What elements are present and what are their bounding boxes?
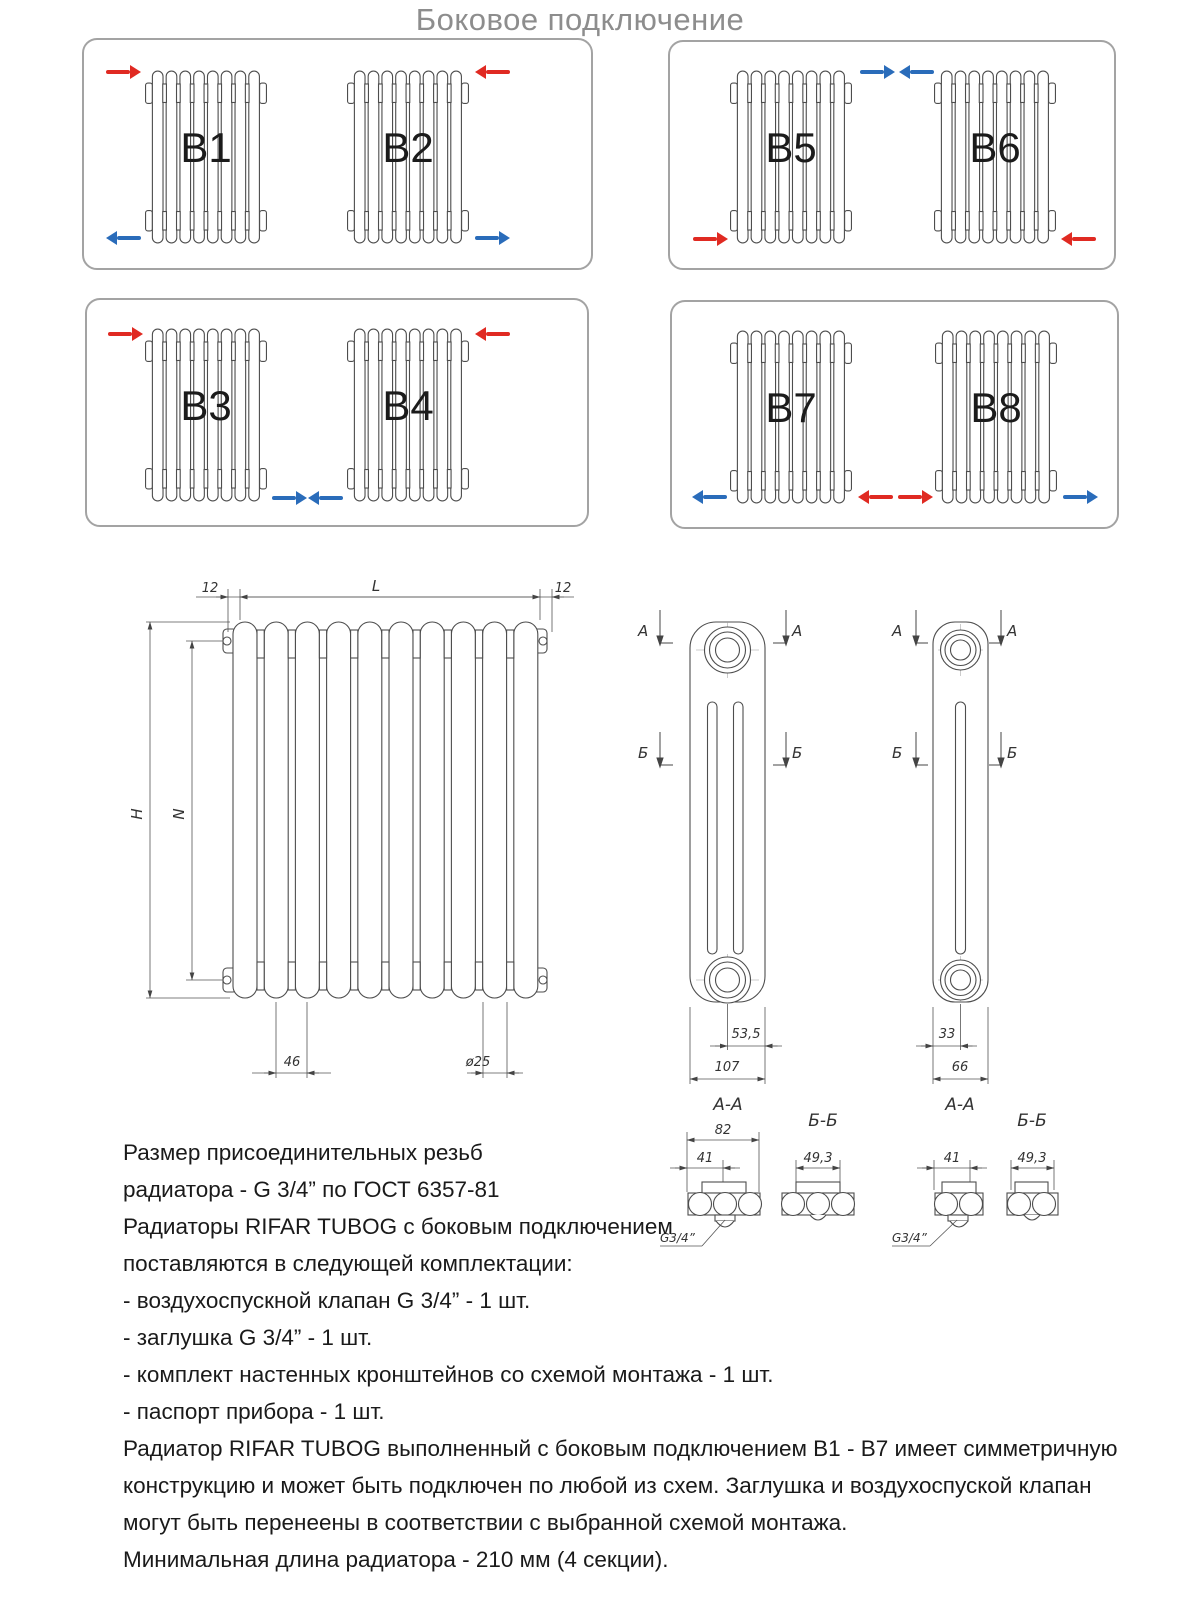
front-radiator-body bbox=[223, 622, 547, 998]
b2-return-arrow bbox=[475, 236, 499, 240]
b8-return-arrow bbox=[1063, 495, 1087, 499]
note-line: - комплект настенных кронштейнов со схемой монтажа - 1 шт. bbox=[123, 1362, 774, 1387]
section-bb-title-3col: Б-Б bbox=[808, 1111, 838, 1131]
scheme-label-b2: B2 bbox=[382, 123, 434, 171]
b6-supply-arrow bbox=[1072, 237, 1096, 241]
b4-return-arrow bbox=[319, 496, 343, 500]
scheme-label-b6: B6 bbox=[969, 123, 1021, 171]
dim-offset-right: 12 bbox=[554, 581, 572, 596]
b7-supply-arrow bbox=[869, 495, 893, 499]
mark-b-label: Б bbox=[638, 744, 649, 762]
thread-label-2col: G3/4” bbox=[892, 1231, 927, 1245]
radiator-b3 bbox=[145, 320, 267, 510]
side-view-2col bbox=[933, 622, 988, 1002]
notes-block bbox=[123, 1134, 1133, 1578]
b7-return-arrow bbox=[703, 495, 727, 499]
note-line: - паспорт прибора - 1 шт. bbox=[123, 1399, 385, 1424]
b6-return-arrow bbox=[910, 70, 934, 74]
section-aa-title-3col: А-А bbox=[713, 1095, 743, 1115]
scheme-label-b7: B7 bbox=[765, 383, 817, 431]
dim-port-spacing: N bbox=[170, 808, 188, 820]
scheme-label-b8: B8 bbox=[970, 383, 1022, 431]
b5-supply-arrow bbox=[693, 237, 717, 241]
page-title: Боковое подключение bbox=[415, 2, 745, 37]
mark-a-label: А bbox=[792, 622, 803, 640]
scheme-label-b4: B4 bbox=[382, 381, 434, 429]
radiator-b7 bbox=[730, 322, 852, 512]
dim-section-pitch: 46 bbox=[283, 1055, 301, 1070]
dim-inner-3col: 41 bbox=[696, 1151, 714, 1166]
b3-return-arrow bbox=[272, 496, 296, 500]
note-line: Минимальная длина радиатора - 210 мм (4 секции). bbox=[123, 1547, 669, 1572]
mark-b-label: Б bbox=[1007, 744, 1018, 762]
dim-offset-left: 12 bbox=[201, 581, 219, 596]
radiator-b1 bbox=[145, 62, 267, 252]
note-line: Размер присоединительных резьб bbox=[123, 1140, 483, 1165]
dim-tube-diameter: ø25 bbox=[465, 1055, 491, 1070]
b4-supply-arrow bbox=[486, 332, 510, 336]
scheme-label-b1: B1 bbox=[180, 123, 232, 171]
note-line: - заглушка G 3/4” - 1 шт. bbox=[123, 1325, 373, 1350]
dim-half-depth-2col: 33 bbox=[938, 1027, 956, 1042]
scheme-label-b5: B5 bbox=[765, 123, 817, 171]
radiator-b2 bbox=[347, 62, 469, 252]
mark-a-label: А bbox=[638, 622, 649, 640]
radiator-b8 bbox=[935, 322, 1057, 512]
note-line: поставляются в следующей комплектации: bbox=[123, 1251, 573, 1276]
dim-depth-2col: 66 bbox=[951, 1060, 969, 1075]
dim-bb-width-2col: 49,3 bbox=[1017, 1151, 1047, 1166]
b3-supply-arrow bbox=[108, 332, 132, 336]
b1-return-arrow bbox=[117, 236, 141, 240]
mark-a-label: А bbox=[1007, 622, 1018, 640]
note-line: конструкцию и может быть подключен по любой из схем. Заглушка и воздухоспуской клапан bbox=[123, 1473, 1092, 1498]
scheme-box-b7-b8 bbox=[670, 300, 1119, 529]
note-line: - воздухоспускной клапан G 3/4” - 1 шт. bbox=[123, 1288, 531, 1313]
section-aa-title-2col: А-А bbox=[945, 1095, 975, 1115]
note-line: Радиатор RIFAR TUBOG выполненный с боковым подключением B1 - B7 имеет симметричную bbox=[123, 1436, 1118, 1461]
scheme-box-b1-b2 bbox=[82, 38, 593, 270]
dim-bb-width-3col: 49,3 bbox=[803, 1151, 833, 1166]
scheme-box-b5-b6 bbox=[668, 40, 1116, 270]
mark-b-label: Б bbox=[792, 744, 803, 762]
dim-outer-3col: 82 bbox=[714, 1123, 732, 1138]
b2-supply-arrow bbox=[486, 70, 510, 74]
note-line: радиатора - G 3/4” по ГОСТ 6357-81 bbox=[123, 1177, 500, 1202]
front-view-drawing bbox=[126, 552, 590, 1082]
scheme-box-b3-b4 bbox=[85, 298, 589, 527]
dim-depth-3col: 107 bbox=[714, 1060, 740, 1075]
dim-length: L bbox=[371, 577, 381, 595]
radiator-b6 bbox=[934, 62, 1056, 252]
b8-supply-arrow bbox=[898, 495, 922, 499]
section-bb-title-2col: Б-Б bbox=[1017, 1111, 1047, 1131]
radiator-b5 bbox=[730, 62, 852, 252]
thread-label-3col: G3/4” bbox=[660, 1231, 695, 1245]
mark-a-label: А bbox=[892, 622, 903, 640]
dim-half-depth-3col: 53,5 bbox=[731, 1027, 761, 1042]
scheme-label-b3: B3 bbox=[180, 381, 232, 429]
note-line: могут быть перенеены в соответствии с выбранной схемой монтажа. bbox=[123, 1510, 848, 1535]
mark-b-label: Б bbox=[892, 744, 903, 762]
note-line: Радиаторы RIFAR TUBOG с боковым подключением bbox=[123, 1214, 673, 1239]
side-view-3col bbox=[690, 622, 765, 1003]
b1-supply-arrow bbox=[106, 70, 130, 74]
dim-inner-2col: 41 bbox=[943, 1151, 961, 1166]
b5-return-arrow bbox=[860, 70, 884, 74]
dim-height: H bbox=[128, 808, 146, 820]
radiator-b4 bbox=[347, 320, 469, 510]
